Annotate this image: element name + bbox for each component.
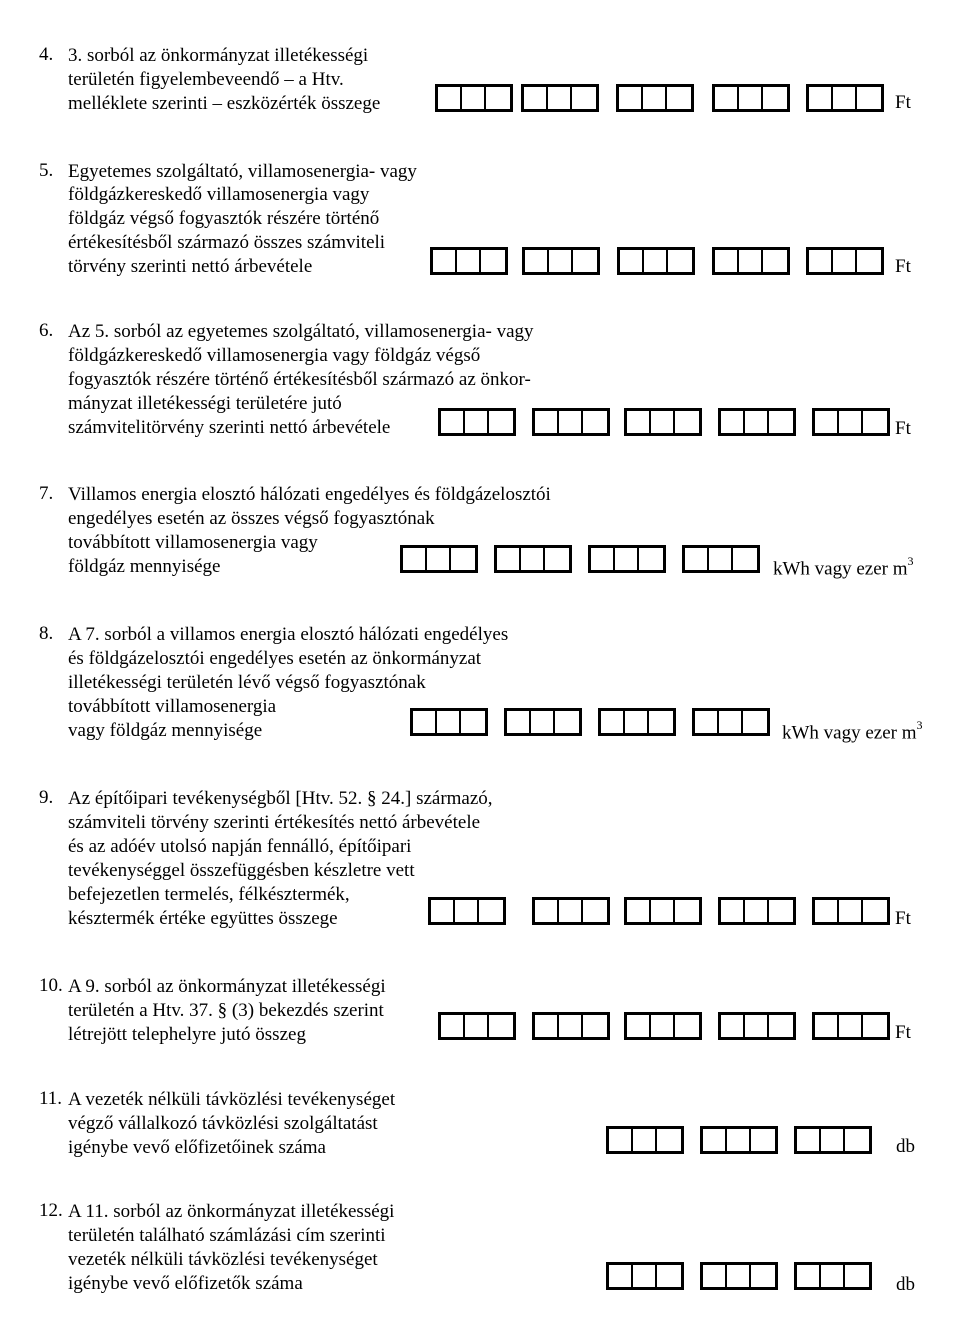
row-9-unit: Ft	[895, 908, 911, 929]
row-6-text-line: földgázkereskedő villamosenergia vagy földgáz végső	[68, 345, 481, 366]
row-5-number: 5.	[39, 160, 54, 181]
digit-box-group[interactable]	[718, 408, 796, 436]
row-8-unit: kWh vagy ezer $m^3$	[782, 718, 923, 744]
digit-box-group[interactable]	[812, 897, 890, 925]
row-12-number: 12.	[39, 1200, 63, 1221]
digit-box-group[interactable]	[812, 1012, 890, 1040]
row-6-text-line: számvitelitörvény szerinti nettó árbevétele	[68, 417, 391, 438]
row-10-unit: Ft	[895, 1022, 911, 1043]
digit-box-group[interactable]	[692, 708, 770, 736]
row-9-text-line: tevékenységgel összefüggésben készletre vett	[68, 860, 415, 881]
digit-box-group[interactable]	[682, 545, 760, 573]
digit-box-group[interactable]	[606, 1126, 684, 1154]
row-7-text-line: földgáz mennyisége	[68, 556, 221, 577]
digit-box-group[interactable]	[718, 897, 796, 925]
row-10-text-line: létrejött telephelyre jutó összeg	[68, 1024, 306, 1045]
row-8-text-line: továbbított villamosenergia	[68, 696, 277, 717]
digit-box-group[interactable]	[700, 1262, 778, 1290]
row-5-text-line: földgázkereskedő villamosenergia vagy	[68, 184, 370, 205]
digit-box-group[interactable]	[616, 84, 694, 112]
row-5-text-line: földgáz végső fogyasztók részére történő	[68, 208, 380, 229]
digit-box-group[interactable]	[532, 1012, 610, 1040]
row-7-unit: kWh vagy ezer $m^3$	[773, 554, 914, 580]
row-9-text-line: számviteli törvény szerinti értékesítés nettó árbevétele	[68, 812, 481, 833]
row-8-text-line: A 7. sorból a villamos energia elosztó hálózati engedélyes	[68, 624, 509, 645]
row-8-unit-superscript: 3	[916, 718, 923, 732]
row-9-text-line: és az adóév utolsó napján fennálló, építőipari	[68, 836, 412, 857]
row-11-text-line: végző vállalkozó távközlési szolgáltatást	[68, 1113, 378, 1134]
row-4-text-line: melléklete szerinti – eszközérték összege	[68, 93, 381, 114]
row-12-text-line: A 11. sorból az önkormányzat illetékességi	[68, 1201, 395, 1222]
digit-box-group[interactable]	[435, 84, 513, 112]
digit-box-group[interactable]	[400, 545, 478, 573]
row-6-number: 6.	[39, 320, 54, 341]
digit-box-group[interactable]	[606, 1262, 684, 1290]
row-7-text-line: továbbított villamosenergia vagy	[68, 532, 318, 553]
digit-box-group[interactable]	[532, 897, 610, 925]
digit-box-group[interactable]	[598, 708, 676, 736]
row-4-text-line: területén figyelembeveendő – a Htv.	[68, 69, 344, 90]
digit-box-group[interactable]	[794, 1262, 872, 1290]
row-6-text-line: fogyasztók részére történő értékesítésből származó az önkor-	[68, 369, 531, 390]
row-9-text-line: befejezetlen termelés, félkésztermék,	[68, 884, 350, 905]
digit-box-group[interactable]	[494, 545, 572, 573]
row-10-text-line: területén a Htv. 37. § (3) bekezdés szerint	[68, 1000, 384, 1021]
digit-box-group[interactable]	[428, 897, 506, 925]
row-9-text-line: Az építőipari tevékenységből [Htv. 52. § 24.] származó,	[68, 788, 493, 809]
row-6-text-line: mányzat illetékességi területére jutó	[68, 393, 342, 414]
row-5-text-line: törvény szerinti nettó árbevétele	[68, 256, 313, 277]
row-12-text-line: igénybe vevő előfizetők száma	[68, 1273, 303, 1294]
row-4-text-line: 3. sorból az önkormányzat illetékességi	[68, 45, 369, 66]
row-9-number: 9.	[39, 787, 54, 808]
row-6-unit: Ft	[895, 418, 911, 439]
row-7-number: 7.	[39, 483, 54, 504]
digit-box-group[interactable]	[521, 84, 599, 112]
digit-box-group[interactable]	[794, 1126, 872, 1154]
row-12-text-line: vezeték nélküli távközlési tevékenységet	[68, 1249, 378, 1270]
row-6-text-line: Az 5. sorból az egyetemes szolgáltató, villamosenergia- vagy	[68, 321, 534, 342]
digit-box-group[interactable]	[532, 408, 610, 436]
digit-box-group[interactable]	[806, 247, 884, 275]
row-12-text-line: területén található számlázási cím szerinti	[68, 1225, 386, 1246]
row-11-unit: db	[896, 1136, 915, 1157]
row-12-unit: db	[896, 1274, 915, 1295]
row-8-text-line: vagy földgáz mennyisége	[68, 720, 263, 741]
row-4-unit: Ft	[895, 92, 911, 113]
row-5-text-line: Egyetemes szolgáltató, villamosenergia- vagy	[68, 161, 417, 182]
row-10-text-line: A 9. sorból az önkormányzat illetékességi	[68, 976, 386, 997]
digit-box-group[interactable]	[700, 1126, 778, 1154]
digit-box-group[interactable]	[812, 408, 890, 436]
row-11-text-line: A vezeték nélküli távközlési tevékenységet	[68, 1089, 396, 1110]
digit-box-group[interactable]	[504, 708, 582, 736]
row-8-number: 8.	[39, 623, 54, 644]
digit-box-group[interactable]	[410, 708, 488, 736]
digit-box-group[interactable]	[624, 897, 702, 925]
digit-box-group[interactable]	[430, 247, 508, 275]
row-7-text-line: Villamos energia elosztó hálózati engedélyes és földgázelosztói	[68, 484, 551, 505]
digit-box-group[interactable]	[438, 408, 516, 436]
digit-box-group[interactable]	[624, 408, 702, 436]
digit-box-group[interactable]	[712, 247, 790, 275]
digit-box-group[interactable]	[712, 84, 790, 112]
row-11-text-line: igénybe vevő előfizetőinek száma	[68, 1137, 326, 1158]
row-5-text-line: értékesítésből származó összes számviteli	[68, 232, 386, 253]
row-10-number: 10.	[39, 975, 63, 996]
row-8-text-line: és földgázelosztói engedélyes esetén az önkormányzat	[68, 648, 482, 669]
digit-box-group[interactable]	[617, 247, 695, 275]
digit-box-group[interactable]	[438, 1012, 516, 1040]
digit-box-group[interactable]	[806, 84, 884, 112]
row-11-number: 11.	[39, 1088, 63, 1109]
row-4-number: 4.	[39, 44, 54, 65]
row-9-text-line: késztermék értéke együttes összege	[68, 908, 338, 929]
row-7-text-line: engedélyes esetén az összes végső fogyasztónak	[68, 508, 435, 529]
row-5-unit: Ft	[895, 256, 911, 277]
row-8-text-line: illetékességi területén lévő végső fogyasztónak	[68, 672, 426, 693]
row-7-unit-superscript: 3	[907, 554, 914, 568]
digit-box-group[interactable]	[588, 545, 666, 573]
digit-box-group[interactable]	[624, 1012, 702, 1040]
digit-box-group[interactable]	[718, 1012, 796, 1040]
digit-box-group[interactable]	[522, 247, 600, 275]
